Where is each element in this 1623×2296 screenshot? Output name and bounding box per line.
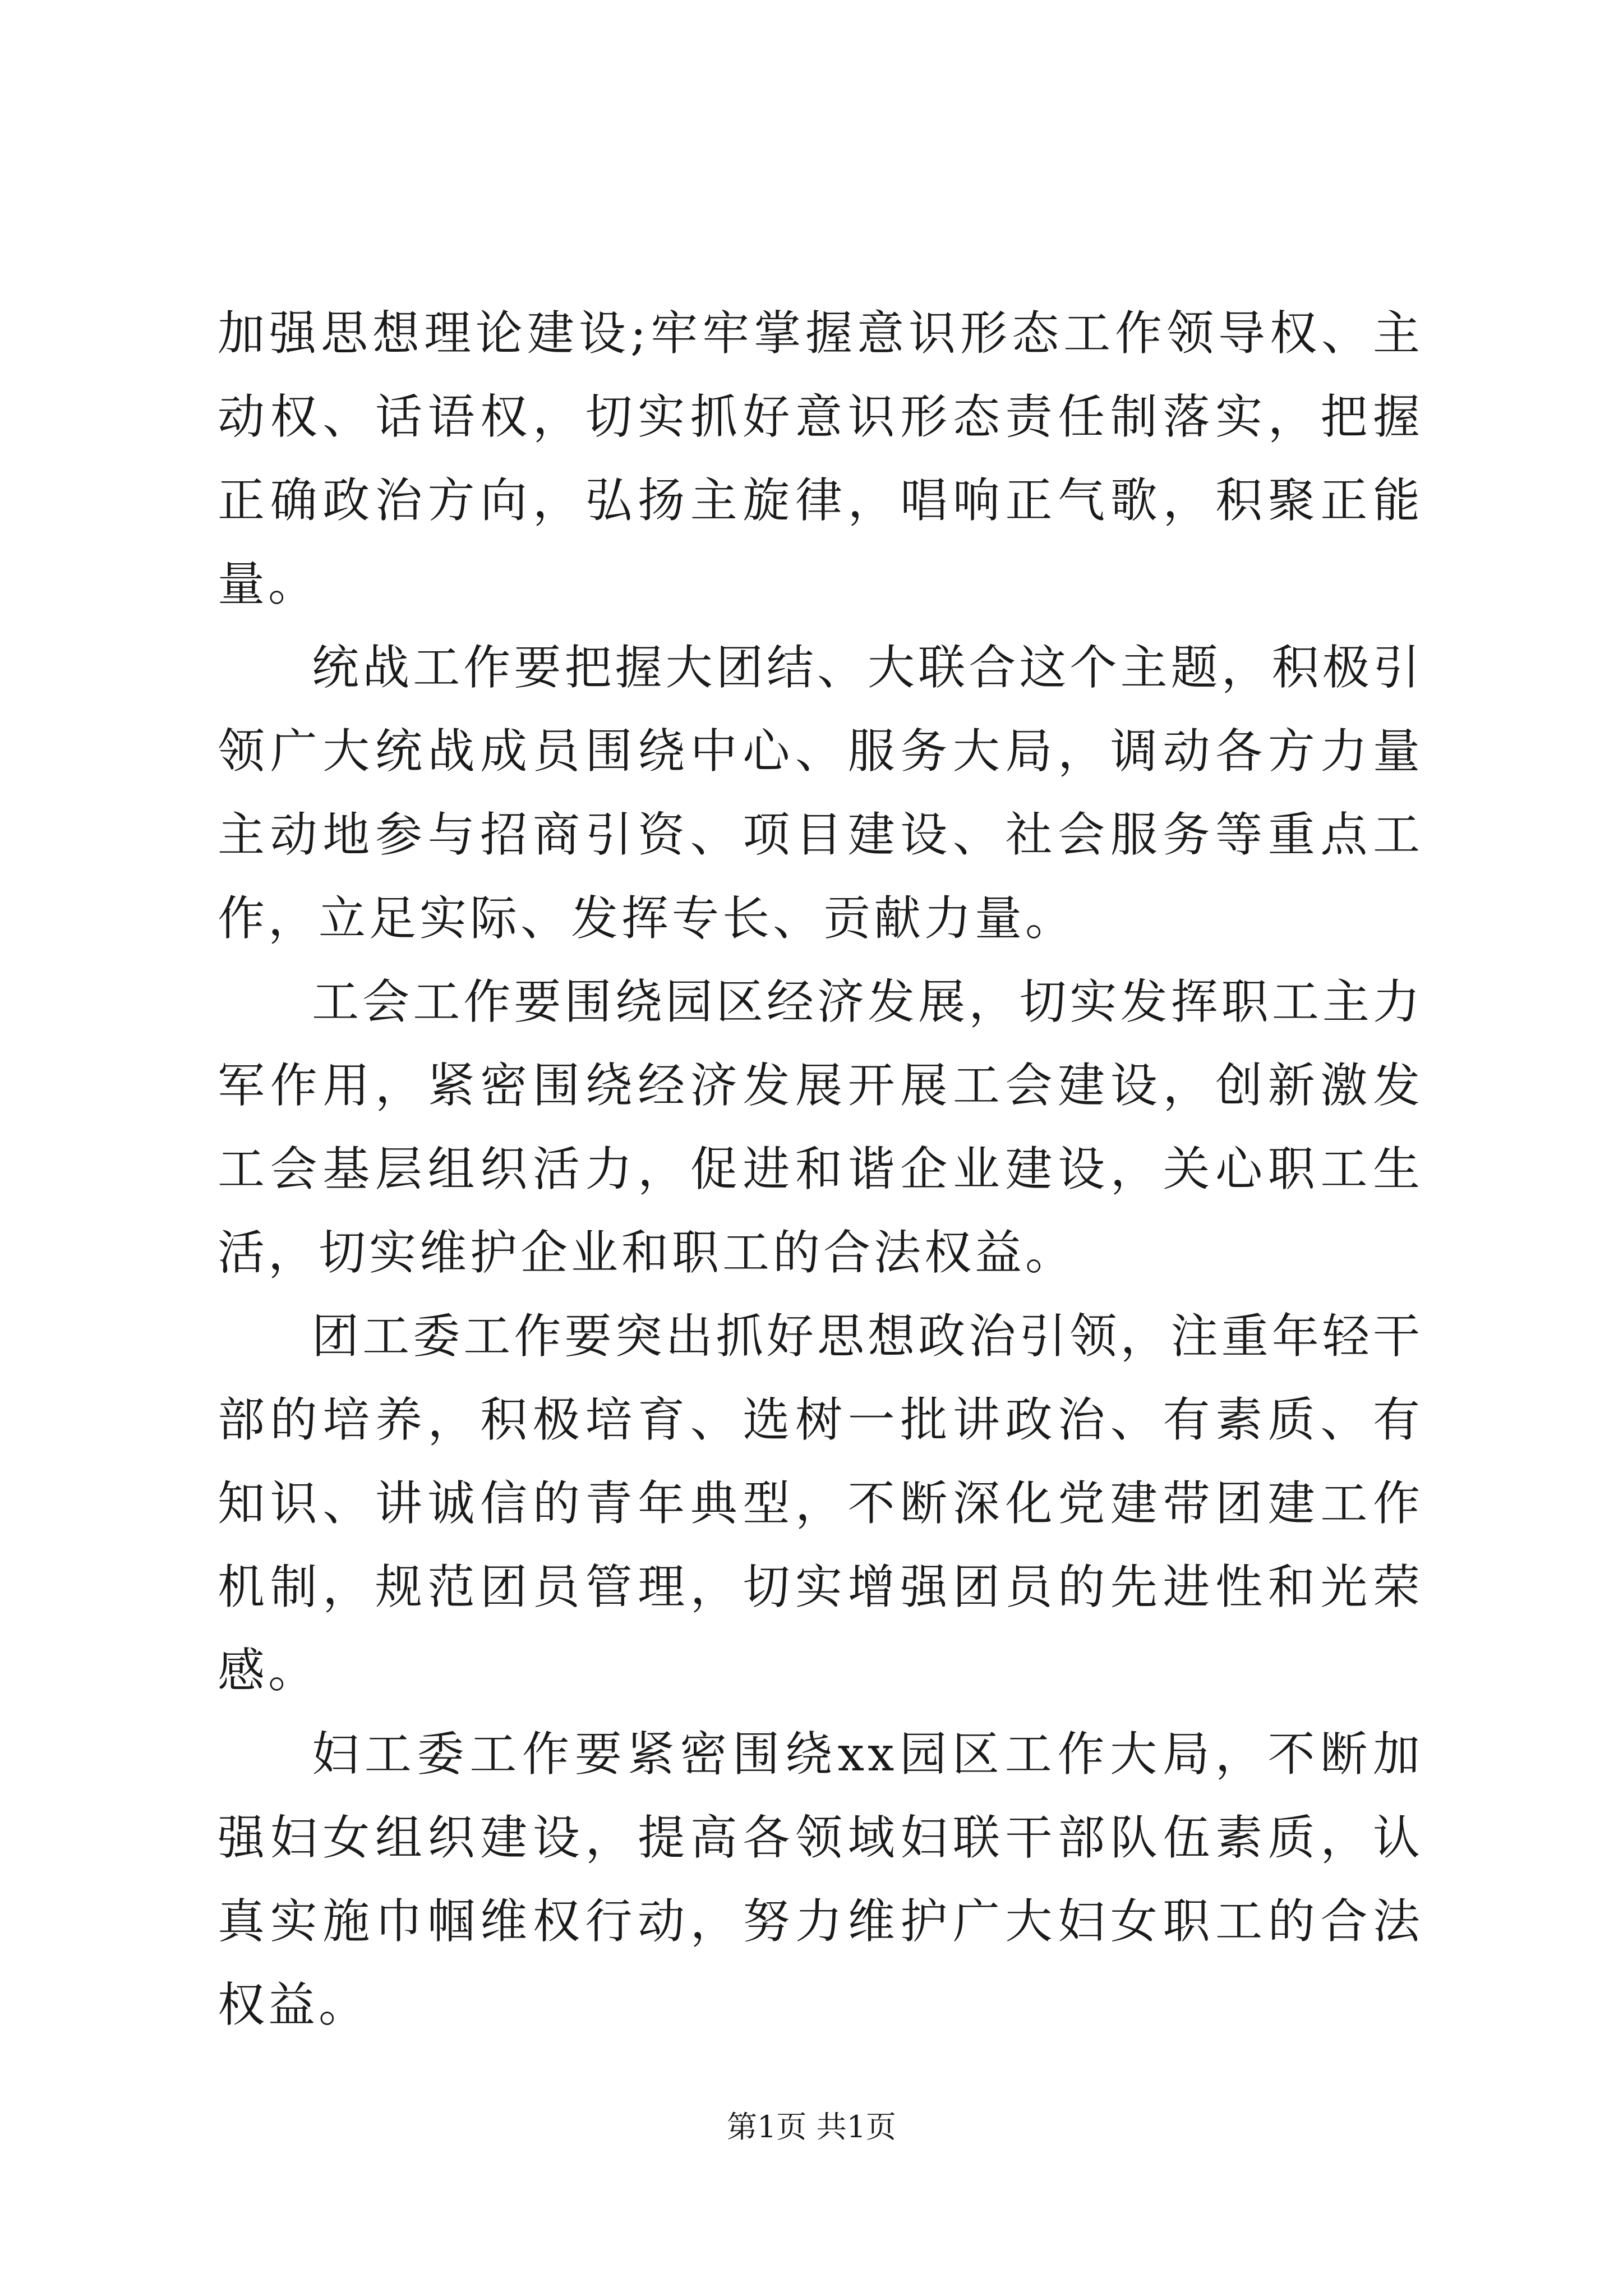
page-footer — [0, 2105, 1623, 2150]
paragraph-ideology: 加强思想理论建设;牢牢掌握意识形态工作领导权、主动权、话语权，切实抓好意识形态责任制落实，把握正确政治方向，弘扬主旋律，唱响正气歌，积聚正能量。 — [218, 306, 1423, 611]
paragraph-youth-league: 团工委工作要突出抓好思想政治引领，注重年轻干部的培养，积极培育、选树一批讲政治、有素质、有知识、讲诚信的青年典型，不断深化党建带团建工作机制，规范团员管理，切实增强团员的先进性和光荣感。 — [218, 1309, 1423, 1698]
page-number-label: 第1页 共1页 — [727, 2109, 896, 2145]
paragraph-united-front: 统战工作要把握大团结、大联合这个主题，积极引领广大统战成员围绕中心、服务大局，调动各方力量主动地参与招商引资、项目建设、社会服务等重点工作，立足实际、发挥专长、贡献力量。 — [218, 640, 1423, 946]
paragraph-trade-union: 工会工作要围绕园区经济发展，切实发挥职工主力军作用，紧密围绕经济发展开展工会建设，创新激发工会基层组织活力，促进和谐企业建设，关心职工生活，切实维护企业和职工的合法权益。 — [218, 974, 1423, 1280]
paragraph-women-committee: 妇工委工作要紧密围绕xx园区工作大局，不断加强妇女组织建设，提高各领域妇联干部队伍素质，认真实施巾帼维权行动，努力维护广大妇女职工的合法权益。 — [218, 1727, 1423, 2032]
document-body — [218, 292, 1423, 2047]
